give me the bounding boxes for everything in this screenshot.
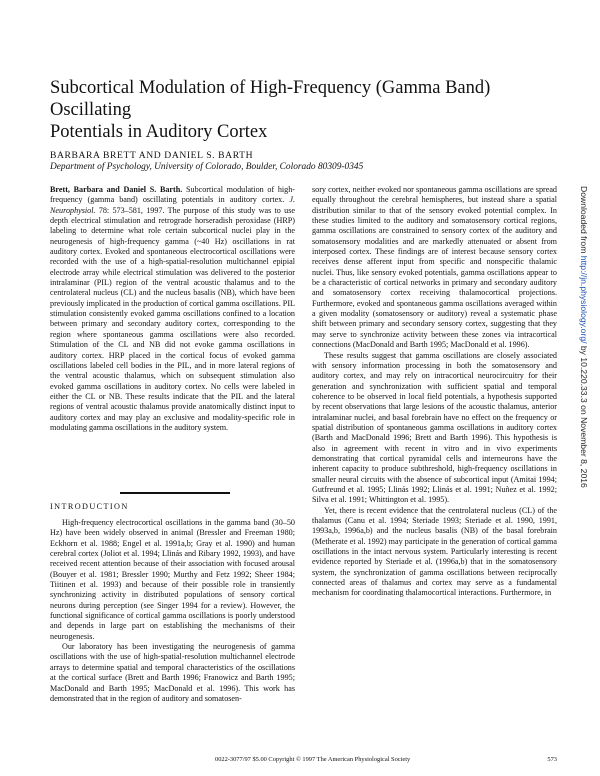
right-paragraph-2: These results suggest that gamma oscillations are closely associated with sensory information processing in both the somatosensory and auditory cortex, and may rely on intracortical neurocircuitry for their generation and synchronization with sufficient spatial and temporal coherence to be observed in local field potentials, a hypothesis supported by recent observations that large lesions of the acoustic thalamus, anterior intralaminar nuclei, and basal forebrain have no effect on the frequency or spatial distribution of spontaneous gamma oscillations in auditory cortex (Barth and MacDonald 1996; Brett and Barth 1996). This hypothesis is also in agreement with recent in vitro and in vivo experiments demonstrating that cortical pyramidal cells and interneurons have the inherent capacity to produce subthreshold, high-frequency oscillations in smaller neural circuits with the absence of subcortical input (Amitai 1994; Gutfreund et al. 1995; Llinás 1992; Llinás et al. 1991; Nuñez et al. 1992; Silva et al. 1991; Whittington et al. 1995). — [312, 350, 557, 505]
copyright-line: 0022-3077/97 $5.00 Copyright © 1997 The American Physiological Society — [215, 756, 411, 763]
abstract-lead: Brett, Barbara and Daniel S. Barth. — [50, 185, 183, 194]
intro-paragraph-1: High-frequency electrocortical oscillations in the gamma band (30–50 Hz) have been widely observed in animal (Bressler and Freeman 1980; Eckhorn et al. 1988; Engel et al. 1991a,b; Gray et al. 1990) and human cerebral cortex (Joliot et al. 1994; Llinás and Ribary 1992, 1993), and have received recent attention because of their association with focused arousal (Bouyer et al. 1981; Bressler 1990; Murthy and Fetz 1992; Sheer 1984; Tiitinen et al. 1993) and because of their possible role in transiently synchronizing activity in distributed populations of sensory cortical neurons during perception (see Singer 1994 for a review). However, the functional significance of cortical gamma oscillations is poorly understood and depends in large part on establishing the mechanisms of their neurogenesis. — [50, 518, 295, 641]
intro-column — [50, 518, 295, 704]
affiliation: Department of Psychology, University of Colorado, Boulder, Colorado 80309-0345 — [50, 162, 364, 172]
section-heading: INTRODUCTION — [50, 502, 129, 511]
title-line-1: Subcortical Modulation of High-Frequency (Gamma Band) Oscillating — [50, 78, 491, 120]
watermark-prefix: Downloaded from — [579, 186, 589, 256]
right-paragraph-3: Yet, there is recent evidence that the centrolateral nucleus (CL) of the thalamus (Canu et al. 1994; Steriade 1993; Steriade et al. 1990, 1991, 1993a,b, 1996a,b) and the nucleus basalis (NB) of the basal forebrain (Metherate et al. 1992) may participate in the generation of cortical gamma oscillations in the intact nervous system. Particularly interesting is recent evidence reported by Steriade et al. (1996a,b) that in the somatosensory system, the synchronization of gamma oscillations between reciprocally connected areas of thalamus and cortex may serve as a fundamental mechanism for coordinating thalamocortical interactions. Furthermore, in — [312, 505, 557, 598]
paper-title — [50, 77, 550, 143]
page-number: 573 — [547, 756, 557, 763]
abstract-citation: J. Neurophysiol. — [50, 195, 295, 215]
watermark-link[interactable]: http://jn.physiology.org/ — [579, 255, 589, 344]
title-line-2: Potentials in Auditory Cortex — [50, 122, 268, 142]
download-watermark — [579, 186, 589, 488]
watermark-suffix: by 10.220.33.3 on November 8, 2016 — [579, 343, 589, 488]
abstract — [50, 185, 295, 433]
abstract-pre-cite: Subcortical modulation of high-frequency (gamma band) oscillating potentials in auditory cortex. — [50, 185, 295, 205]
section-divider — [120, 492, 230, 494]
authors: BARBARA BRETT AND DANIEL S. BARTH — [50, 150, 254, 161]
right-paragraph-1: sory cortex, neither evoked nor spontaneous gamma oscillations are spread equally throughout the cerebral hemispheres, but instead share a spatial distribution similar to that of the sensory evoked potential complex. In these studies limited to the auditory and somatosensory cortical regions, gamma oscillations are constrained to sensory cortex of the auditory and somatosensory modalities and are markedly attenuated or absent from interposed cortex. These findings are of interest because sensory cortex receives dense afferent input from specific and nonspecific thalamic nuclei. Thus, like sensory evoked potentials, gamma oscillations appear to be a characteristic of cortical networks in primary and secondary auditory and somatosensory cortex receiving thalamocortical projections. Furthermore, evoked and spontaneous gamma oscillations averaged within a given modality (somatosensory or auditory) reveal a systematic phase shift between primary and secondary sensory cortex, suggesting that they may serve to synchronize activity between these zones via intracortical connections (MacDonald and Barth 1995; MacDonald et al. 1996). — [312, 185, 557, 350]
intro-paragraph-2: Our laboratory has been investigating the neurogenesis of gamma oscillations with the use of high-spatial-resolution multichannel electrode arrays to determine spatial and temporal characteristics of the oscillations at the cortical surface (Brett and Barth 1996; Franowicz and Barth 1995; MacDonald and Barth 1995; MacDonald et al. 1996). This work has demonstrated that in the region of auditory and somatosen- — [50, 642, 295, 703]
abstract-body: 78: 573–581, 1997. The purpose of this study was to use depth electrical stimulation and retrograde horseradish peroxidase (HRP) labeling to determine what role certain subcortical nuclei play in the neurogenesis of high-frequency gamma (~40 Hz) oscillations in rat auditory cortex. Evoked and spontaneous electrocortical oscillations were recorded with the use of a high-spatial-resolution multichannel epipial electrode array while electrical stimulation was delivered to the posterior intralaminar (PIL) region of the ventral acoustic thalamus and to the centrolateral nucleus (CL) and the nucleus basalis (NB), which have been previously implicated in the production of cortical gamma oscillations. PIL stimulation consistently evoked gamma oscillations confined to a location between primary and secondary auditory cortex, corresponding to the region where spontaneous gamma oscillations were also recorded. Stimulation of the CL and NB did not evoke gamma oscillations in auditory cortex. HRP placed in the cortical focus of evoked gamma oscillations labeled cell bodies in the PIL, and in more lateral regions of the ventral acoustic thalamus, which on subsequent stimulation also evoked gamma oscillations in auditory cortex. No cells were labeled in either the CL or NB. These results indicate that the PIL and the lateral regions of ventral acoustic thalamus provide anatomically distinct input to auditory cortex and may play an exclusive and modality-specific role in modulating gamma oscillations in the auditory system. — [50, 205, 295, 432]
right-column — [312, 185, 557, 599]
